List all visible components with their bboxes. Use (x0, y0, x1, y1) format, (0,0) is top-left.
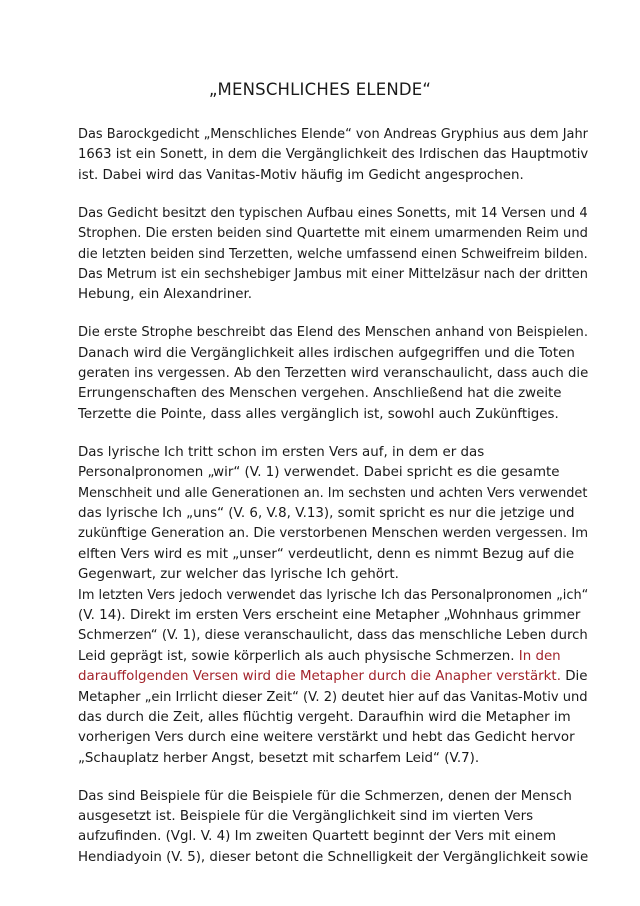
text-line: 1663 ist ein Sonett, in dem die Vergänglichkeit des Irdischen das Hauptmotiv (78, 147, 589, 163)
text-line: Das lyrische Ich tritt schon im ersten Vers auf, in dem er das (78, 444, 485, 460)
text-line: ist. Dabei wird das Vanitas-Motiv häufig im Gedicht angesprochen. (78, 167, 524, 183)
text-line: Im letzten Vers jedoch verwendet das lyrische Ich das Personalpronomen „ich“ (78, 587, 589, 603)
text-line: Hendiadyoin (V. 5), dieser betont die Schnelligkeit der Vergänglichkeit sowie (78, 849, 589, 865)
text-line: das lyrische Ich „uns“ (V. 6, V.8, V.13), somit spricht es nur die jetzige und (78, 506, 575, 522)
paragraph-structure (78, 204, 588, 306)
page-title: „MENSCHLICHES ELENDE“ (208, 80, 432, 99)
text-line: die letzten beiden sind Terzetten, welche umfassend einen Schweifreim bilden. (78, 246, 588, 262)
paragraph-gap (78, 425, 588, 443)
text-line: Strophen. Die ersten beiden sind Quartette mit einem umarmenden Reim und (78, 226, 588, 242)
text-line: Hebung, ein Alexandriner. (78, 287, 252, 303)
text-line: zukünftige Generation an. Die verstorbenen Menschen werden vergessen. Im (78, 526, 589, 542)
text-line: Personalpronomen „wir“ (V. 1) verwendet. Dabei spricht es die gesamte (78, 465, 560, 481)
text-line-mixed (78, 667, 588, 687)
text-line: aufzufinden. (Vgl. V. 4) Im zweiten Quartett beginnt der Vers mit einem (78, 829, 557, 845)
highlighted-text: darauffolgenden Versen wird die Metapher durch die Anapher verstärkt. (78, 669, 561, 685)
paragraph-analysis (78, 443, 588, 769)
text-line: „Schauplatz herber Angst, besetzt mit scharfem Leid“ (V.7). (78, 750, 480, 766)
text-line: Das Metrum ist ein sechshebiger Jambus mit einer Mittelzäsur nach der dritten (78, 266, 588, 282)
paragraph-intro (78, 125, 588, 186)
paragraph-examples (78, 787, 588, 869)
text-line-mixed (78, 647, 588, 667)
text-line: elften Vers wird es mit „unser“ verdeutlicht, denn es nimmt Bezug auf die (78, 546, 575, 562)
text-line: Terzette die Pointe, dass alles vergänglich ist, sowohl auch Zukünftiges. (78, 406, 559, 422)
text-line: (V. 14). Direkt im ersten Vers erscheint eine Metapher „Wohnhaus grimmer (78, 607, 581, 623)
text-segment: Die (560, 669, 588, 685)
highlighted-text: In den (518, 648, 561, 664)
text-segment: Leid geprägt ist, sowie körperlich als auch physische Schmerzen. (78, 648, 519, 664)
paragraph-gap (78, 186, 588, 204)
text-line: das durch die Zeit, alles flüchtig vergeht. Daraufhin wird die Metapher im (78, 709, 571, 725)
text-line: Das Gedicht besitzt den typischen Aufbau eines Sonetts, mit 14 Versen und 4 (78, 205, 588, 221)
text-line: Danach wird die Vergänglichkeit alles irdischen aufgegriffen und die Toten (78, 345, 575, 361)
text-line: Das Barockgedicht „Menschliches Elende“ von Andreas Gryphius aus dem Jahr (78, 127, 588, 142)
paragraph-gap (78, 769, 588, 787)
text-line: Errungenschaften des Menschen vergehen. Anschließend hat die zweite (78, 386, 562, 402)
text-line: vorherigen Vers durch eine weitere verstärkt und hebt das Gedicht hervor (78, 730, 575, 746)
text-line: Schmerzen“ (V. 1), diese veranschaulicht, dass das menschliche Leben durch (78, 628, 588, 644)
paragraph-gap (78, 306, 588, 324)
text-line: geraten ins vergessen. Ab den Terzetten wird veranschaulicht, dass auch die (78, 366, 589, 382)
document-body (78, 125, 588, 868)
text-line: Gegenwart, zur welcher das lyrische Ich gehört. (78, 567, 399, 583)
text-line: Die erste Strophe beschreibt das Elend des Menschen anhand von Beispielen. (78, 325, 588, 341)
text-line: Das sind Beispiele für die Beispiele für die Schmerzen, denen der Mensch (78, 788, 572, 804)
text-line: Menschheit und alle Generationen an. Im sechsten und achten Vers verwendet (78, 485, 588, 501)
paragraph-content (78, 323, 588, 425)
text-line: ausgesetzt ist. Beispiele für die Vergänglichkeit sind im vierten Vers (78, 809, 534, 825)
text-line: Metapher „ein Irrlicht dieser Zeit“ (V. 2) deutet hier auf das Vanitas-Motiv und (78, 689, 588, 705)
